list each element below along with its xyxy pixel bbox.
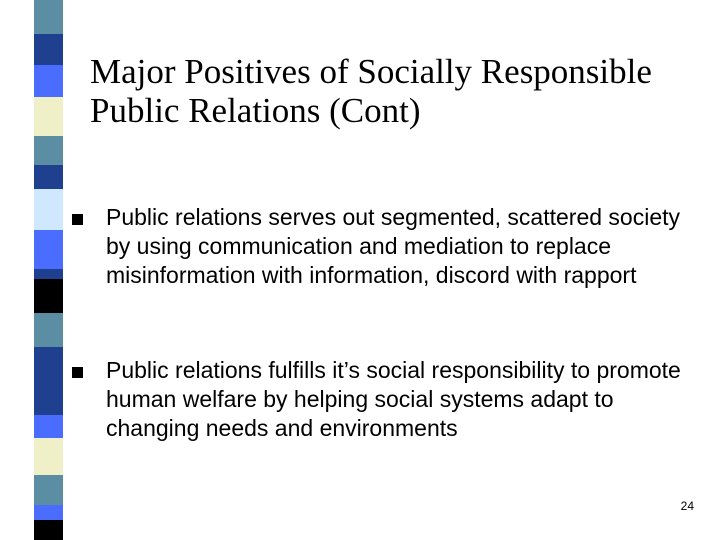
bullet-item-1: Public relations serves out segmented, scattered society by using communication and mediation to replace misinformation with information, discord with rapport (106, 204, 681, 288)
slide-title: Major Positives of Socially Responsible Public Relations (Cont) (90, 52, 652, 130)
bullet-item-2: Public relations fulfills it’s social responsibility to promote human welfare by helping social systems adapt to changing needs and environments (106, 357, 681, 441)
page-number: 24 (680, 499, 694, 513)
square-bullet-icon (72, 367, 83, 378)
square-bullet-icon (72, 214, 83, 225)
